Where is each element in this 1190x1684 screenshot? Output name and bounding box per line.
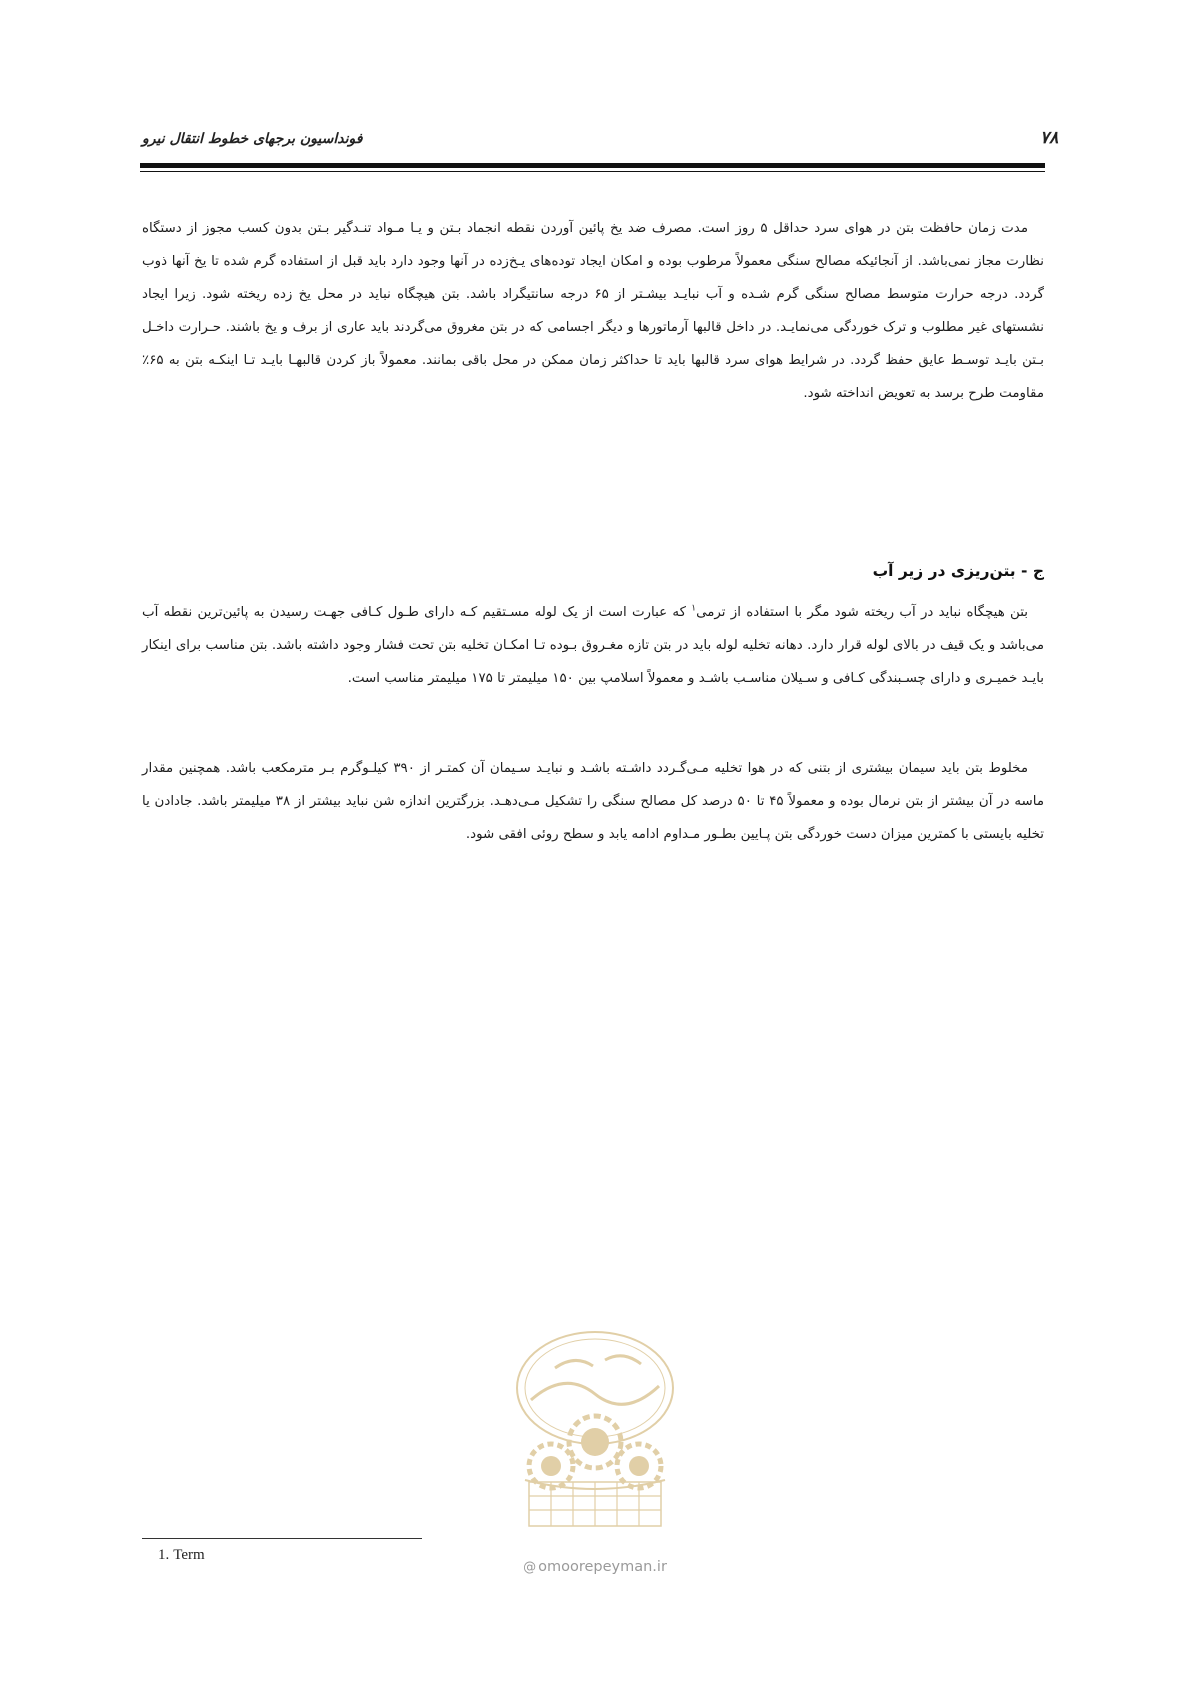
paragraph-text xyxy=(142,596,1044,695)
running-header-title: فونداسیون برجهای خطوط انتقال نیرو xyxy=(142,131,363,147)
paragraph-text: مخلوط بتن باید سیمان بیشتری از بتنی که در هوا تخلیه مـی‌گـردد داشـته باشـد و نبایـد سـیمان آن کمتـر از ۳۹۰ کیلـوگرم بـر مترمکعب باشد. همچنین مقدار ماسه در آن بیشتر از بتن نرمال بوده و معمولاً ۴۵ تا ۵۰ درصد کل مصالح سنگی را تشکیل مـی‌دهـد. بزرگترین اندازه شن نباید بیشتر از ۳۸ میلیمتر باشد. جادادن یا تخلیه بایستی با کمترین میزان دست خوردگی بتن پـایین بطـور مـداوم ادامه یابد و سطح روئی افقی شود. xyxy=(142,761,1044,842)
section-heading: ج - بتن‌ریزی در زیر آب xyxy=(872,562,1044,580)
watermark-url-text: omoorepeyman.ir xyxy=(538,1559,667,1575)
body-paragraph-3 xyxy=(142,752,1044,851)
watermark-stamp-logo xyxy=(495,1330,695,1566)
footnote-separator xyxy=(142,1538,422,1539)
footnote-number: 1. xyxy=(158,1547,170,1563)
body-paragraph-2 xyxy=(142,596,1044,695)
at-sign-icon: @ xyxy=(523,1560,537,1575)
header-rule-thick xyxy=(140,163,1045,168)
paragraph-text-before-ref: بتن هیچگاه نباید در آب ریخته شود مگر با استفاده از ترمی xyxy=(696,605,1028,620)
page-number: ۷۸ xyxy=(1040,128,1059,148)
paragraph-text-after-ref: که عبارت است از یک لوله مسـتقیم کـه دارای طـول کـافی جهـت رسیدن به پائین‌ترین نقطه آب می‌باشد و یک قیف در بالای لوله قرار دارد. دهانه تخلیه لوله باید در بتن تازه مغـروق بـوده تـا امکـان تخلیه بتن تحت فشار وجود داشته باشد. بتن مناسب برای اینکار بایـد خمیـری و دارای چسـبندگی کـافی و سـیلان مناسـب باشـد و معمولاً اسلامپ بین ۱۵۰ میلیمتر تا ۱۷۵ میلیمتر مناسب است. xyxy=(142,605,1044,686)
footnote-reference[interactable]: ۱ xyxy=(691,603,697,614)
header-rule-thin xyxy=(140,171,1045,172)
paragraph-text: مدت زمان حافظت بتن در هوای سرد حداقل ۵ روز است. مصرف ضد یخ پائین آوردن نقطه انجماد بـتن و یـا مـواد تنـدگیر بـتن بدون کسب مجوز از دستگاه نظارت مجاز نمی‌باشد. از آنجائیکه مصالح سنگی معمولاً مرطوب بوده و امکان ایجاد توده‌های یـخ‌زده در آنها وجود دارد باید قبل از استفاده گرم شده تا یخ آنها ذوب گردد. درجه حرارت متوسط مصالح سنگی گرم شـده و آب نبایـد بیشـتر از ۶۵ درجه سانتیگراد باشد. بتن هیچگاه نباید در محل یخ زده ریخته شود. زیرا ایجاد نشستهای غیر مطلوب و ترک خوردگی می‌نمایـد. در داخل قالبها آرماتورها و دیگر اجسامی که در بتن مغروق می‌گردند باید عاری از برف و یخ باشند. حـرارت داخـل بـتن بایـد توسـط عایق حفظ گردد. در شرایط هوای سرد قالبها باید تا حداکثر زمان ممکن در محل باقی بمانند. معمولاً باز کردن قالبهـا بایـد تـا اینکـه بتن به ۶۵٪ مقاومت طرح برسد به تعویض انداخته شود. xyxy=(142,221,1045,401)
footnote-text: Term xyxy=(173,1547,205,1563)
body-paragraph-1 xyxy=(142,212,1044,410)
watermark-url xyxy=(0,1559,1190,1575)
